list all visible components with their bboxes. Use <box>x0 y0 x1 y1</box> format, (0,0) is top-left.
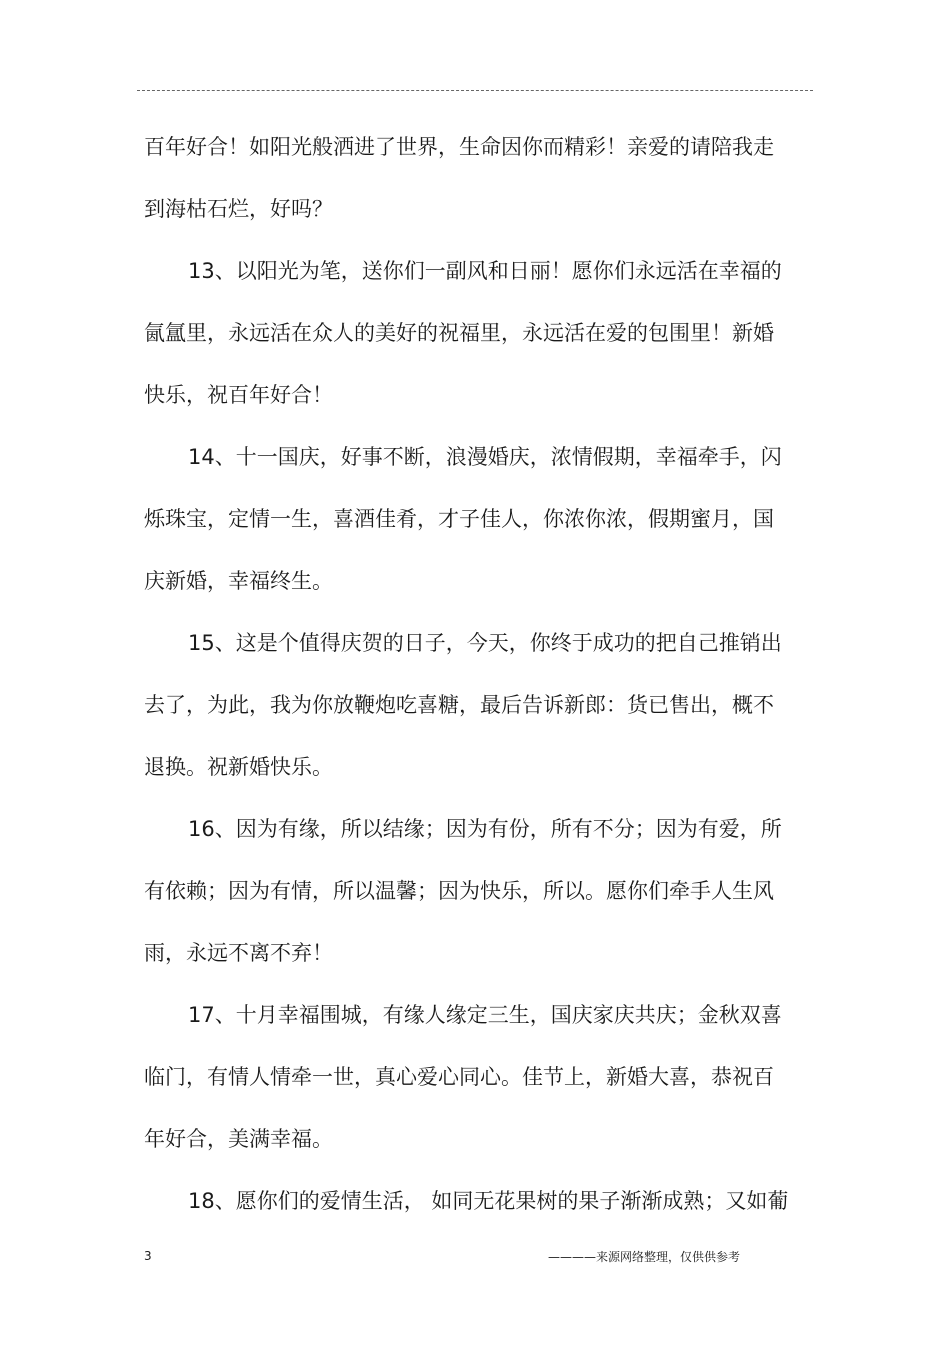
paragraph-15-start: 15、这是个值得庆贺的日子，今天，你终于成功的把自己推销出 <box>188 631 782 655</box>
text-line: 有依赖；因为有情，所以温馨；因为快乐，所以。愿你们牵手人生风 <box>144 879 774 903</box>
document-body <box>144 122 789 1238</box>
text-line: 临门，有情人情牵一世，真心爱心同心。佳节上，新婚大喜，恭祝百 <box>144 1065 774 1089</box>
paragraph-13-start: 13、以阳光为笔，送你们一副风和日丽！愿你们永远活在幸福的 <box>188 259 782 283</box>
text-line: 百年好合！如阳光般洒进了世界，生命因你而精彩！亲爱的请陪我走 <box>144 135 774 159</box>
text-line: 雨，永远不离不弃！ <box>144 941 333 965</box>
paragraph-14-start: 14、十一国庆，好事不断，浪漫婚庆，浓情假期，幸福牵手，闪 <box>188 445 782 469</box>
text-line: 退换。祝新婚快乐。 <box>144 755 333 779</box>
text-line: 氤氲里，永远活在众人的美好的祝福里，永远活在爱的包围里！新婚 <box>144 321 774 345</box>
text-line: 快乐，祝百年好合！ <box>144 383 333 407</box>
text-line: 烁珠宝，定情一生，喜酒佳肴，才子佳人，你浓你浓，假期蜜月，国 <box>144 507 774 531</box>
paragraph-16-start: 16、因为有缘，所以结缘；因为有份，所有不分；因为有爱，所 <box>188 817 782 841</box>
footer-source-note: ————来源网络整理，仅供供参考 <box>548 1250 741 1264</box>
header-divider <box>137 90 813 91</box>
text-line: 去了，为此，我为你放鞭炮吃喜糖，最后告诉新郎：货已售出，概不 <box>144 693 774 717</box>
text-line: 庆新婚，幸福终生。 <box>144 569 333 593</box>
paragraph-18-start: 18、愿你们的爱情生活， 如同无花果树的果子渐渐成熟；又如葡 <box>188 1189 789 1213</box>
page-number: 3 <box>144 1249 152 1263</box>
text-line: 到海枯石烂，好吗？ <box>144 197 333 221</box>
paragraph-17-start: 17、十月幸福围城，有缘人缘定三生，国庆家庆共庆；金秋双喜 <box>188 1003 782 1027</box>
text-line: 年好合，美满幸福。 <box>144 1127 333 1151</box>
